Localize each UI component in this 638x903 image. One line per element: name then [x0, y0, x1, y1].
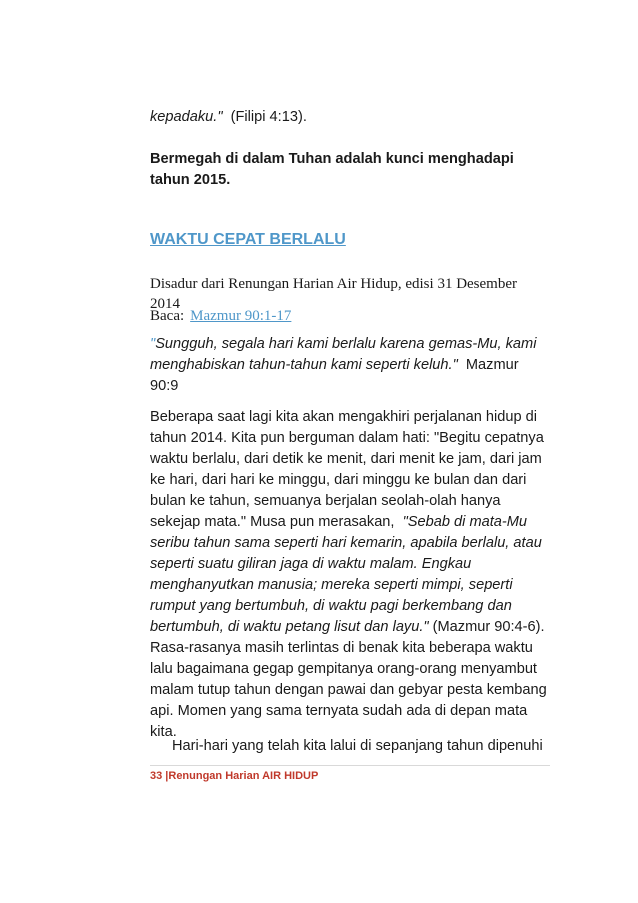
paragraph-1-end: (Mazmur 90:4-6). Rasa-rasanya masih terlintas di benak kita beberapa waktu lalu bagaimana gegap gempitanya orang-orang menyambut malam tutup tahun dengan pawai dan gebyar pesta kembang api. Momen yang sama ternyata sudah ada di depan mata kita. — [150, 619, 547, 740]
verse-reference: Mazmur 90:9 — [150, 357, 519, 394]
verse-text: Sungguh, segala hari kami berlalu karena gemas-Mu, kami menghabiskan tahun-tahun kami seperti keluh." — [150, 336, 537, 373]
paragraph-1-start: Beberapa saat lagi kita akan mengakhiri perjalanan hidup di tahun 2014. Kita pun berguman dalam hati: "Begitu cepatnya waktu berlalu, dari detik ke menit, dari menit ke jam, dari jam ke hari, dari hari ke minggu, dari minggu ke bulan dan dari bulan ke tahun, semuanya berjalan seolah-olah hanya sekejap mata." Musa pun merasakan, — [150, 409, 544, 530]
intro-verse-end — [150, 107, 550, 128]
paragraph-2-start: Hari-hari yang telah kita lalui di sepanjang tahun dipenuhi — [172, 738, 543, 754]
article-title: WAKTU CEPAT BERLALU — [150, 231, 346, 248]
paragraph-1-quote: "Sebab di mata-Mu seribu tahun sama seperti hari kemarin, apabila berlalu, atau seperti suatu giliran jaga di waktu malam. Engkau menghanyutkan manusia; mereka seperti mimpi, seperti rumput yang bertumbuh, di waktu pagi berkembang dan bertumbuh, di waktu petang lisut dan layu." — [150, 514, 542, 635]
read-label: Baca: — [150, 308, 185, 324]
intro-quote-end: kepadaku." — [150, 109, 223, 125]
page-footer: 33 |Renungan Harian AIR HIDUP — [150, 770, 319, 782]
footer-divider — [150, 765, 550, 766]
paragraph-2 — [150, 736, 550, 757]
intro-reference: (Filipi 4:13). — [230, 109, 307, 125]
scripture-link[interactable]: Mazmur 90:1-17 — [190, 308, 292, 324]
paragraph-1 — [150, 407, 550, 743]
conclusion-text: Bermegah di dalam Tuhan adalah kunci menghadapi tahun 2015. — [150, 151, 514, 188]
reading-line — [150, 306, 550, 326]
article-source: Disadur dari Renungan Harian Air Hidup, edisi 31 Desember 2014 — [150, 276, 517, 312]
key-verse — [150, 334, 550, 397]
verse-open-quote: " — [150, 336, 156, 352]
